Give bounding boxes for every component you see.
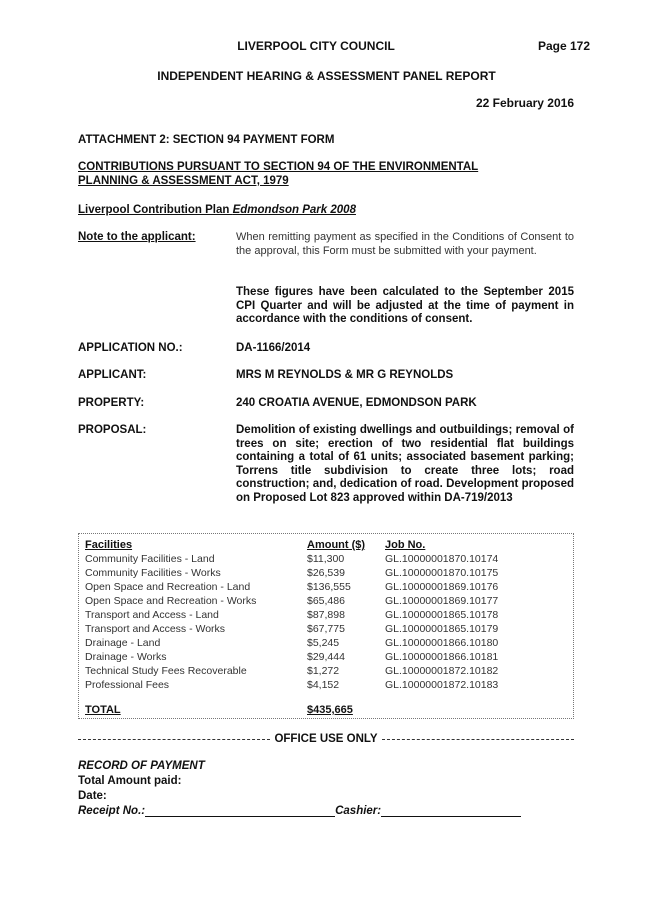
proposal-value: Demolition of existing dwellings and outbuildings; removal of trees on site; erection of two residential flat buildings containing a total of 61 units; associated basement parking; Torrens title subdivision to create three lots; road construction; and, dedication of road. Development proposed on Proposed Lot 823 approved within DA-719/2013 bbox=[236, 424, 574, 504]
table-cell: GL.10000001866.10181 bbox=[385, 651, 499, 663]
record-of-payment-title: RECORD OF PAYMENT bbox=[78, 760, 205, 772]
property-label: PROPERTY: bbox=[78, 397, 145, 409]
table-cell: $29,444 bbox=[307, 651, 345, 663]
table-cell: GL.10000001872.10183 bbox=[385, 679, 499, 691]
applicant-label: APPLICANT: bbox=[78, 369, 147, 381]
application-no-label: APPLICATION NO.: bbox=[78, 342, 183, 354]
contribution-plan bbox=[78, 204, 356, 216]
note-text: When remitting payment as specified in the Conditions of Consent to the approval, this Form must be submitted with your payment. bbox=[236, 231, 574, 257]
cashier-label: Cashier: bbox=[335, 805, 382, 817]
table-cell: $11,300 bbox=[307, 553, 345, 565]
total-value: $435,665 bbox=[307, 704, 353, 716]
table-cell: Professional Fees bbox=[85, 679, 170, 691]
facilities-header: Facilities bbox=[85, 539, 133, 551]
table-cell: GL.10000001872.10182 bbox=[385, 665, 499, 677]
table-cell: $26,539 bbox=[307, 567, 345, 579]
table-cell: $67,775 bbox=[307, 623, 345, 635]
table-cell: Open Space and Recreation - Land bbox=[85, 581, 251, 593]
table-cell: Drainage - Land bbox=[85, 637, 161, 649]
table-cell: GL.10000001869.10176 bbox=[385, 581, 499, 593]
table-cell: $87,898 bbox=[307, 609, 345, 621]
applicant-value: MRS M REYNOLDS & MR G REYNOLDS bbox=[236, 369, 454, 381]
application-no-value: DA-1166/2014 bbox=[236, 342, 311, 354]
office-use-divider bbox=[78, 733, 574, 745]
divider-line-right bbox=[382, 739, 574, 740]
receipt-field[interactable] bbox=[145, 804, 335, 817]
date-label: Date: bbox=[78, 790, 107, 802]
table-cell: Open Space and Recreation - Works bbox=[85, 595, 257, 607]
property-value: 240 CROATIA AVENUE, EDMONDSON PARK bbox=[236, 397, 477, 409]
table-cell: GL.10000001866.10180 bbox=[385, 637, 499, 649]
table-cell: GL.10000001870.10174 bbox=[385, 553, 499, 565]
job-no-header: Job No. bbox=[385, 539, 426, 551]
table-cell: Technical Study Fees Recoverable bbox=[85, 665, 247, 677]
proposal-label: PROPOSAL: bbox=[78, 424, 147, 436]
table-cell: GL.10000001865.10178 bbox=[385, 609, 499, 621]
report-date: 22 February 2016 bbox=[475, 96, 574, 110]
table-cell: GL.10000001870.10175 bbox=[385, 567, 499, 579]
table-cell: Drainage - Works bbox=[85, 651, 167, 663]
divider-line-left bbox=[78, 739, 270, 740]
table-cell: Community Facilities - Land bbox=[85, 553, 215, 565]
job-no-column bbox=[385, 538, 575, 692]
table-cell: Transport and Access - Works bbox=[85, 623, 226, 635]
table-cell: $136,555 bbox=[307, 581, 351, 593]
facilities-column bbox=[85, 538, 305, 692]
fees-table bbox=[78, 533, 574, 719]
table-cell: GL.10000001865.10179 bbox=[385, 623, 499, 635]
table-cell: $5,245 bbox=[307, 637, 340, 649]
receipt-label: Receipt No.: bbox=[78, 805, 146, 817]
table-cell: GL.10000001869.10177 bbox=[385, 595, 499, 607]
table-cell: Community Facilities - Works bbox=[85, 567, 221, 579]
plan-prefix: Liverpool Contribution Plan bbox=[78, 204, 233, 216]
figures-note: These figures have been calculated to the September 2015 CPI Quarter and will be adjusted at the time of payment in accordance with the conditions of consent. bbox=[236, 286, 574, 325]
attachment-title: ATTACHMENT 2: SECTION 94 PAYMENT FORM bbox=[78, 134, 335, 146]
total-paid-label: Total Amount paid: bbox=[78, 775, 182, 787]
table-cell: $1,272 bbox=[307, 665, 340, 677]
table-cell: $4,152 bbox=[307, 679, 340, 691]
office-use-label: OFFICE USE ONLY bbox=[274, 733, 378, 745]
total-label: TOTAL bbox=[85, 704, 121, 716]
plan-name: Edmondson Park 2008 bbox=[232, 204, 356, 216]
table-cell: Transport and Access - Land bbox=[85, 609, 219, 621]
contributions-heading: CONTRIBUTIONS PURSUANT TO SECTION 94 OF THE ENVIRONMENTAL PLANNING & ASSESSMENT ACT, 1979 bbox=[78, 161, 479, 187]
table-cell: $65,486 bbox=[307, 595, 345, 607]
amount-column bbox=[307, 538, 379, 692]
amount-header: Amount ($) bbox=[307, 539, 366, 551]
report-title: INDEPENDENT HEARING & ASSESSMENT PANEL REPORT bbox=[157, 69, 496, 83]
council-name: LIVERPOOL CITY COUNCIL bbox=[237, 39, 395, 53]
cashier-field[interactable] bbox=[381, 804, 521, 817]
note-label: Note to the applicant: bbox=[78, 231, 196, 243]
page-number: Page 172 bbox=[537, 39, 590, 53]
receipt-row bbox=[78, 804, 548, 817]
